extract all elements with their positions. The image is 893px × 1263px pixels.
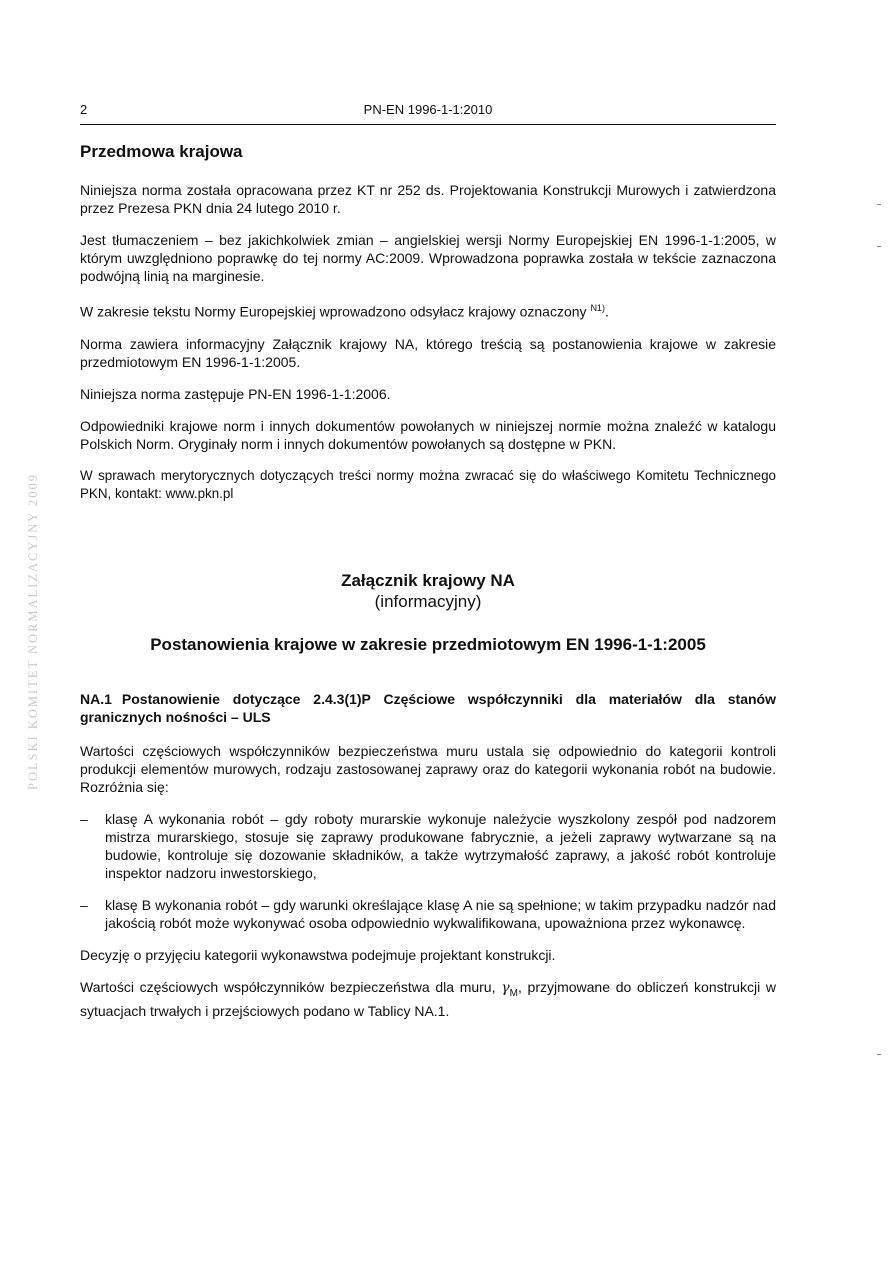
page-number: 2	[80, 102, 88, 117]
gamma-symbol: γ	[501, 979, 510, 996]
page-header	[80, 102, 776, 122]
foreword-paragraph: Niniejsza norma została opracowana przez KT nr 252 ds. Projektowania Konstrukcji Murowych i zatwierdzona przez Prezesa PKN dnia 24 lutego 2010 r.	[80, 182, 776, 216]
list-item	[80, 896, 776, 932]
list-dash: –	[80, 896, 88, 913]
annex-subtitle: (informacyjny)	[374, 591, 482, 611]
clause-intro: Wartości częściowych współczynników bezpieczeństwa muru ustala się odpowiednio do kategorii kontroli produkcji elementów murowych, rodzaju zastosowanej zaprawy oraz do kategorii wykonania robót na budowie. Rozróżnia się:	[80, 742, 776, 795]
header-divider	[80, 124, 776, 125]
annex-header	[80, 570, 776, 655]
class-list	[80, 810, 776, 932]
national-note-marker: N1)	[590, 303, 605, 313]
margin-mark	[877, 1054, 881, 1055]
margin-mark	[877, 204, 881, 205]
list-item	[80, 810, 776, 882]
paragraph-text: W zakresie tekstu Normy Europejskiej wprowadzono odsyłacz krajowy oznaczony	[80, 303, 587, 320]
margin-mark	[877, 246, 881, 247]
list-item-text: klasę A wykonania robót – gdy roboty murarskie wykonuje należycie wyszkolony zespół pod nadzorem mistrza murarskiego, stosuje się zaprawy produkowane fabrycznie, a jeżeli zaprawy wytwarzane są na budowie, kontroluje się dozowanie składników, a także wytrzymałość zaprawy, a jakość robót kontroluje inspektor nadzoru inwestorskiego,	[105, 810, 776, 881]
values-paragraph	[80, 978, 776, 1021]
decision-paragraph: Decyzję o przyjęciu kategorii wykonawstwa podejmuje projektant konstrukcji.	[80, 946, 556, 963]
paragraph-end: .	[604, 303, 609, 320]
side-watermark-stamp: POLSKI KOMITET NORMALIZACYJNY 2009	[26, 473, 40, 790]
foreword-paragraph: Odpowiedniki krajowe norm i innych dokumentów powołanych w niniejszej normie można znaleźć w katalogu Polskich Norm. Oryginały norm i innych dokumentów powołanych są dostępne w PKN.	[80, 417, 776, 452]
foreword-contact-paragraph: W sprawach merytorycznych dotyczących treści normy można zwracać się do właściwego Komitetu Technicznego PKN, kontakt: www.pkn.pl	[80, 467, 776, 501]
page-content	[80, 141, 776, 1034]
paragraph-text: , przyjmowane do obliczeń konstrukcji w sytuacjach trwałych i przejściowych podano w Tablicy NA.1.	[80, 978, 777, 1020]
list-dash: –	[80, 810, 88, 827]
annex-title: Załącznik krajowy NA	[341, 570, 515, 590]
clause-heading	[80, 690, 776, 726]
document-id: PN-EN 1996-1-1:2010	[363, 102, 493, 117]
foreword-paragraph: Jest tłumaczeniem – bez jakichkolwiek zmian – angielskiej wersji Normy Europejskiej EN 1996-1-1:2005, w którym uwzględniono poprawkę do tej normy AC:2009. Wprowadzona poprawka została w tekście zaznaczona podwójną linią na marginesie.	[80, 232, 776, 284]
paragraph-text: Wartości częściowych współczynników bezpieczeństwa dla muru,	[80, 978, 496, 995]
foreword-paragraph: Norma zawiera informacyjny Załącznik krajowy NA, którego treścią są postanowienia krajowe w zakresie przedmiotowym EN 1996-1-1:2005.	[80, 335, 776, 370]
list-item-text: klasę B wykonania robót – gdy warunki określające klasę A nie są spełnione; w takim przypadku nadzór nad jakością robót może wykonywać osoba odpowiednio wykwalifikowana, upoważniona przez wykonawcę.	[105, 896, 776, 931]
foreword-paragraph: Niniejsza norma zastępuje PN-EN 1996-1-1:2006.	[80, 385, 391, 402]
clause-title: Postanowienie dotyczące 2.4.3(1)P Częściowe współczynniki dla materiałów dla stanów granicznych nośności – ULS	[80, 690, 776, 725]
clause-number: NA.1	[80, 690, 112, 707]
annex-heading: Postanowienia krajowe w zakresie przedmiotowym EN 1996-1-1:2005	[150, 634, 706, 654]
foreword-paragraph	[80, 299, 776, 321]
foreword-title: Przedmowa krajowa	[80, 142, 243, 161]
gamma-subscript: M	[509, 987, 518, 999]
